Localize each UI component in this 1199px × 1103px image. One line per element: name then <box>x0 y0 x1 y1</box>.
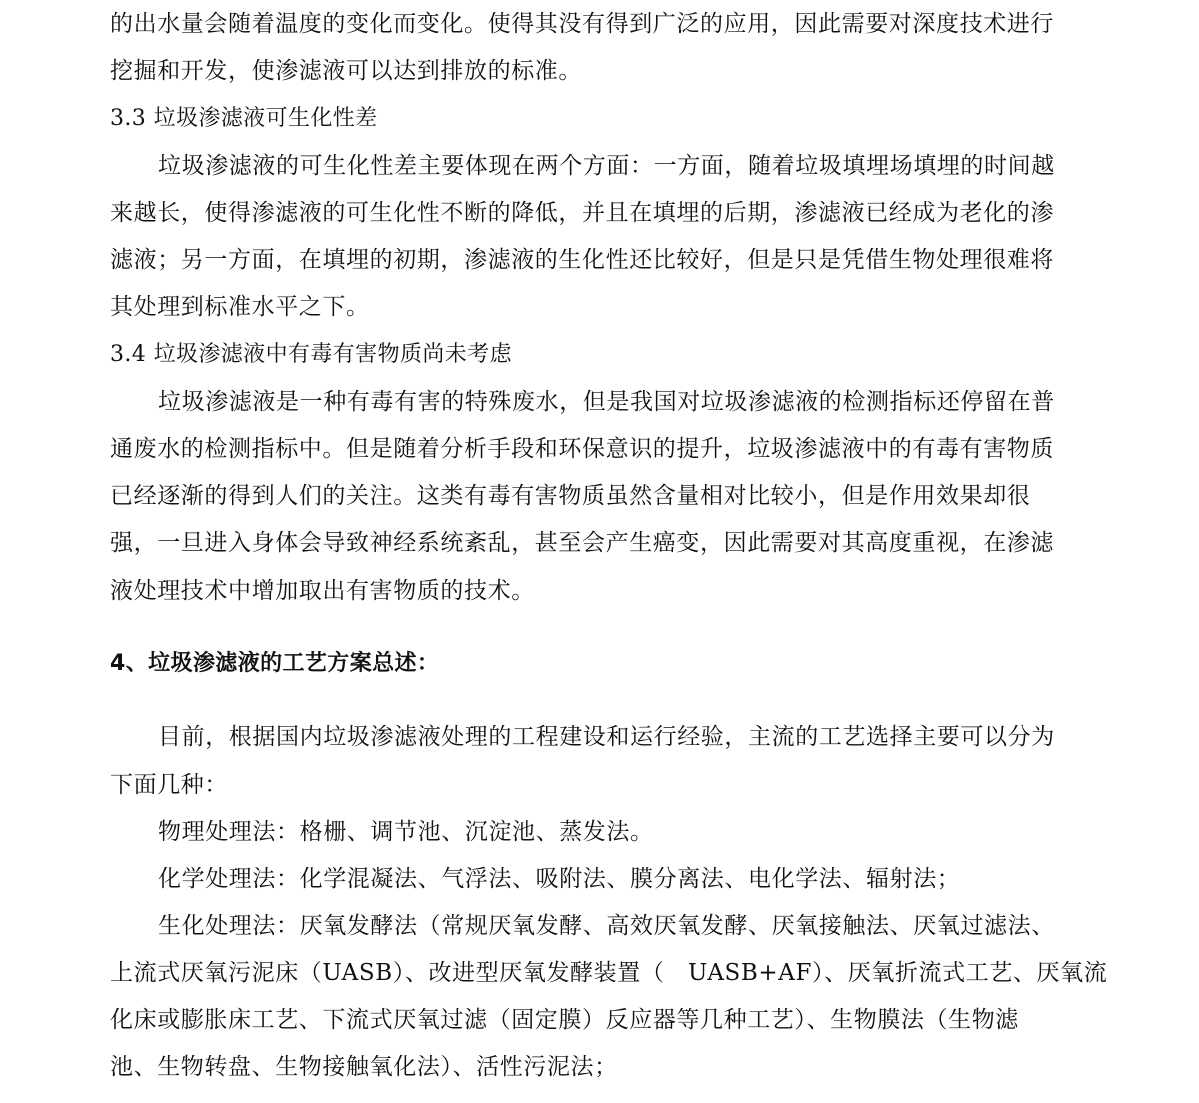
paragraph-line: 挖掘和开发，使渗滤液可以达到排放的标准。 <box>110 58 582 84</box>
paragraph-line: 已经逐渐的得到人们的关注。这类有毒有害物质虽然含量相对比较小，但是作用效果却很 <box>110 483 1031 509</box>
list-item-physical: 物理处理法：格栅、调节池、沉淀池、蒸发法。 <box>158 819 654 845</box>
section-heading-4: 4、垃圾渗滤液的工艺方案总述： <box>110 651 440 676</box>
paragraph-line: 下面几种： <box>110 772 228 798</box>
paragraph-line: 垃圾渗滤液是一种有毒有害的特殊废水，但是我国对垃圾渗滤液的检测指标还停留在普 <box>158 389 1055 415</box>
paragraph-line: 垃圾渗滤液的可生化性差主要体现在两个方面：一方面，随着垃圾填埋场填埋的时间越 <box>158 153 1055 179</box>
paragraph-line: 其处理到标准水平之下。 <box>110 294 370 320</box>
paragraph-line: 液处理技术中增加取出有害物质的技术。 <box>110 578 535 604</box>
paragraph-line: 强，一旦进入身体会导致神经系统紊乱，甚至会产生癌变，因此需要对其高度重视，在渗滤 <box>110 530 1054 556</box>
paragraph-line: 池、生物转盘、生物接触氧化法）、活性污泥法； <box>110 1054 618 1080</box>
list-item-chemical: 化学处理法：化学混凝法、气浮法、吸附法、膜分离法、电化学法、辐射法； <box>158 866 961 892</box>
paragraph-line: 通废水的检测指标中。但是随着分析手段和环保意识的提升，垃圾渗滤液中的有毒有害物质 <box>110 436 1054 462</box>
section-heading-3-3: 3.3 垃圾渗滤液可生化性差 <box>110 106 378 131</box>
paragraph-line: 目前，根据国内垃圾渗滤液处理的工程建设和运行经验，主流的工艺选择主要可以分为 <box>158 724 1055 750</box>
paragraph-line: 滤液；另一方面，在填埋的初期，渗滤液的生化性还比较好，但是只是凭借生物处理很难将 <box>110 247 1054 273</box>
list-item-biochemical: 生化处理法：厌氧发酵法（常规厌氧发酵、高效厌氧发酵、厌氧接触法、厌氧过滤法、 <box>158 913 1055 939</box>
paragraph-line: 来越长，使得渗滤液的可生化性不断的降低，并且在填埋的后期，渗滤液已经成为老化的渗 <box>110 200 1054 226</box>
paragraph-line: 化床或膨胀床工艺、下流式厌氧过滤（固定膜）反应器等几种工艺）、生物膜法（生物滤 <box>110 1007 1019 1033</box>
paragraph-line: 上流式厌氧污泥床（UASB）、改进型厌氧发酵装置（ UASB+AF）、厌氧折流式工艺、厌氧流 <box>110 960 1108 986</box>
paragraph-line: 的出水量会随着温度的变化而变化。使得其没有得到广泛的应用，因此需要对深度技术进行 <box>110 11 1054 37</box>
section-heading-3-4: 3.4 垃圾渗滤液中有毒有害物质尚未考虑 <box>110 342 512 367</box>
